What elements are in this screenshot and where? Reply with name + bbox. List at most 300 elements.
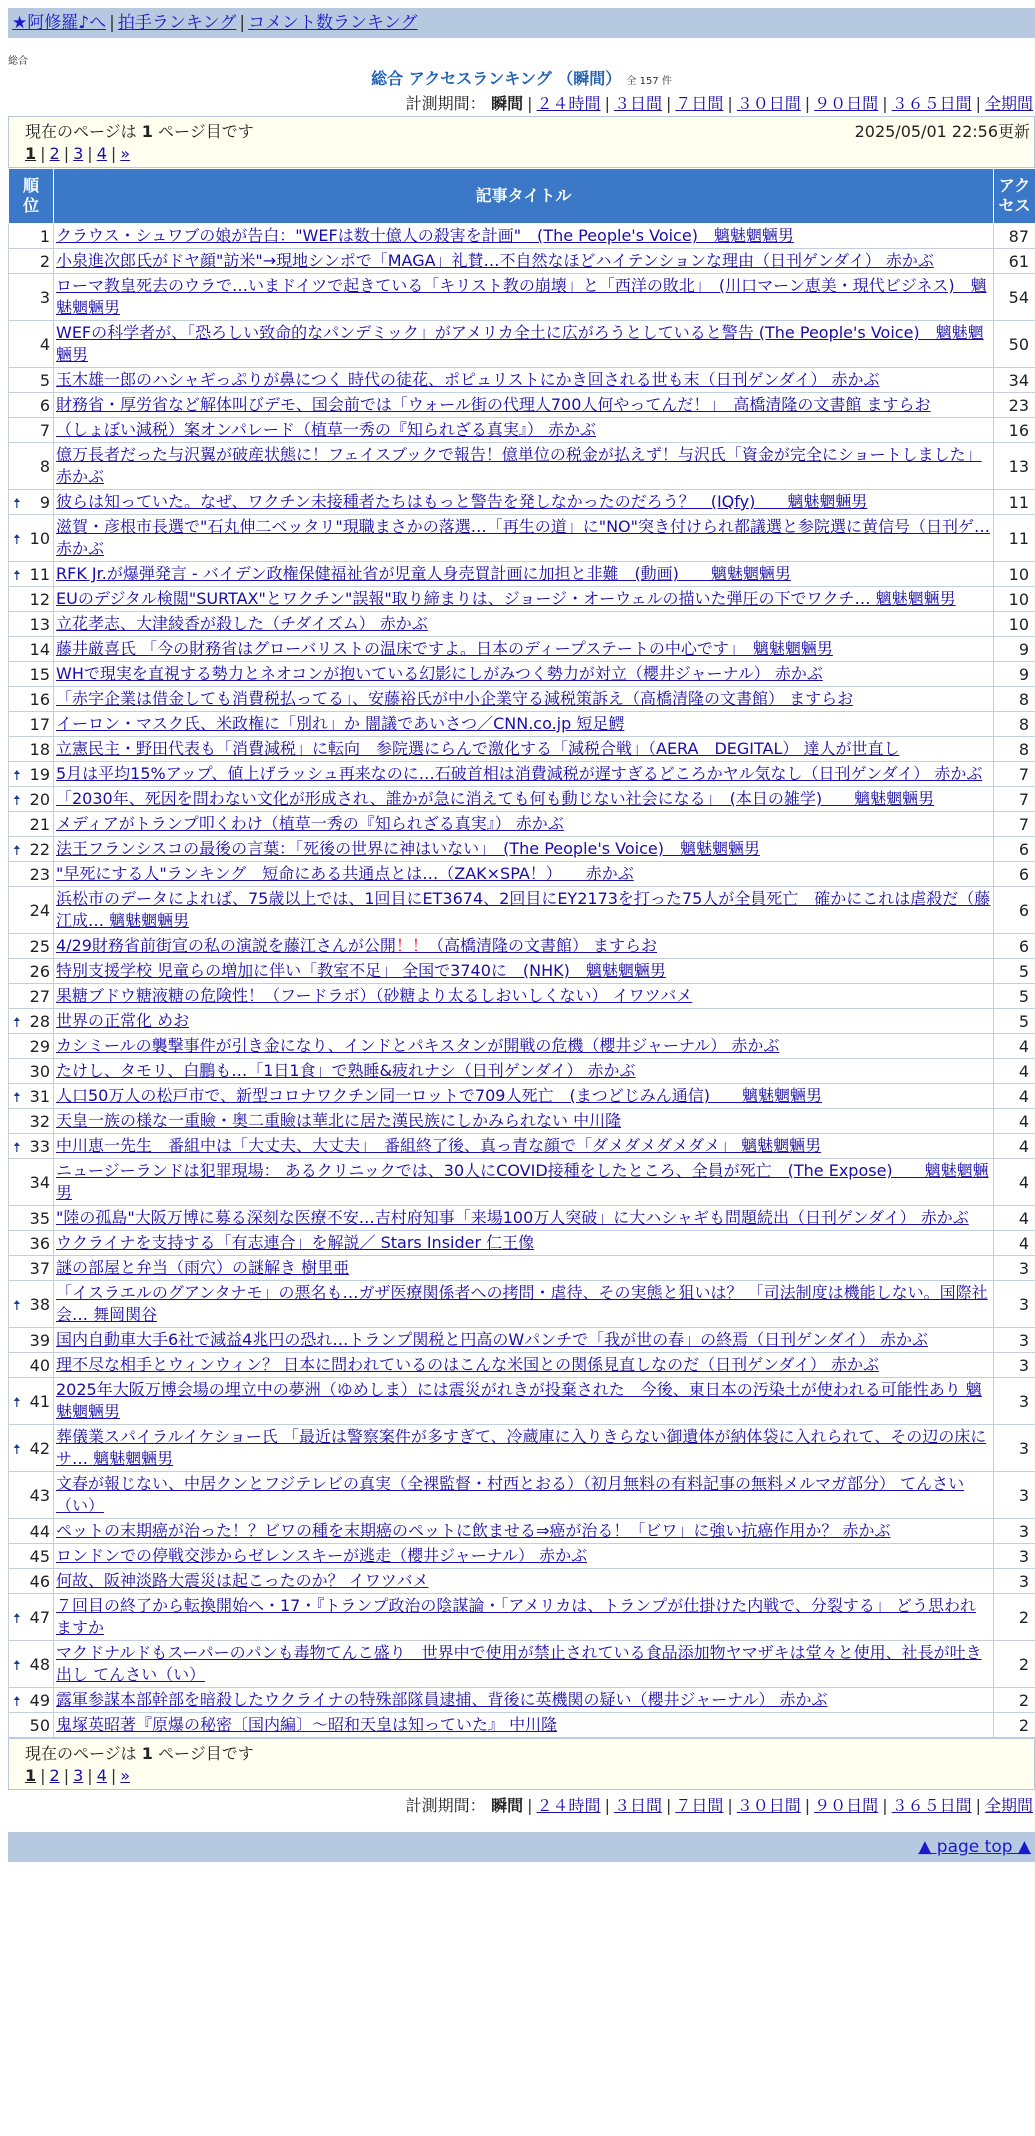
- title-cell: [54, 1472, 994, 1519]
- article-link[interactable]: "陸の孤島"大阪万博に募る深刻な医療不安…吉村府知事「来場100万人突破」に大ハシャギも問題続出（日刊ゲンダイ） 赤かぶ: [56, 1208, 969, 1227]
- title-cell: [54, 612, 994, 637]
- article-link[interactable]: 財務省・厚労省など解体叫びデモ、国会前では「ウォール街の代理人700人何やってんだ！」 高橋清隆の文書館 ますらお: [56, 395, 931, 414]
- rank-up-icon: 🠅: [13, 1608, 21, 1632]
- table-row: [9, 274, 1035, 321]
- page-title: 総合 アクセスランキング （瞬間）: [371, 69, 621, 88]
- article-link[interactable]: ペットの末期癌が治った！？ビワの種を末期癌のペットに飲ませる⇒癌が治る！「ビワ」に強い抗癌作用か？ 赤かぶ: [56, 1521, 891, 1540]
- rank-number: 21: [30, 815, 50, 834]
- rank-cell: [9, 1206, 54, 1231]
- rank-up-icon: 🠅: [13, 529, 21, 553]
- rank-cell: [9, 1519, 54, 1544]
- access-count: 3: [994, 1353, 1035, 1378]
- article-link[interactable]: 果糖ブドウ糖液糖の危険性！（フードラボ）（砂糖より太るしおいしくない） イワツバメ: [56, 986, 692, 1005]
- rank-number: 13: [30, 615, 50, 634]
- title-cell: [54, 1109, 994, 1134]
- period-separator: |: [801, 94, 814, 113]
- access-count: 7: [994, 787, 1035, 812]
- table-row: [9, 443, 1035, 490]
- title-cell: [54, 587, 994, 612]
- article-link[interactable]: 人口50万人の松戸市で、新型コロナワクチン同一ロットで709人死亡 (まつどじみん通信) 魑魅魍魎男: [56, 1086, 822, 1105]
- access-count: 3: [994, 1328, 1035, 1353]
- article-link[interactable]: ローマ教皇死去のウラで…いまドイツで起きている「キリスト教の崩壊」と「西洋の敗北」 (川口マーン恵美・現代ビジネス) 魑魅魍魎男: [56, 276, 987, 317]
- rank-number: 2: [40, 252, 50, 271]
- table-row: [9, 1231, 1035, 1256]
- title-cell: [54, 1544, 994, 1569]
- rank-up-icon: 🠅: [13, 840, 21, 864]
- title-cell: [54, 562, 994, 587]
- title-cell: [54, 837, 994, 862]
- access-count: 4: [994, 1134, 1035, 1159]
- article-link[interactable]: カシミールの襲撃事件が引き金になり、インドとパキスタンが開戦の危機（櫻井ジャーナル） 赤かぶ: [56, 1036, 779, 1055]
- rank-cell: [9, 837, 54, 862]
- period-separator: |: [723, 94, 736, 113]
- access-count: 10: [994, 612, 1035, 637]
- access-count: 50: [994, 321, 1035, 368]
- table-row: [9, 587, 1035, 612]
- rank-cell: [9, 224, 54, 249]
- table-row: [9, 662, 1035, 687]
- access-count: 3: [994, 1569, 1035, 1594]
- rank-cell: [9, 1034, 54, 1059]
- article-link[interactable]: 小泉進次郎氏がドヤ顔"訪米"→現地シンポで「MAGA」礼賛…不自然なほどハイテンションな理由（日刊ゲンダイ） 赤かぶ: [56, 251, 934, 270]
- access-count: 9: [994, 662, 1035, 687]
- rank-cell: [9, 1544, 54, 1569]
- period-separator: |: [523, 94, 536, 113]
- title-cell: [54, 737, 994, 762]
- table-row: [9, 224, 1035, 249]
- rank-number: 45: [30, 1547, 50, 1566]
- rank-number: 34: [30, 1173, 50, 1192]
- rank-cell: [9, 1256, 54, 1281]
- table-row: [9, 837, 1035, 862]
- rank-number: 37: [30, 1259, 50, 1278]
- article-link[interactable]: 2025年大阪万博会場の埋立中の夢洲（ゆめしま）には震災がれきが投棄された 今後、東日本の汚染土が使われる可能性あり 魑魅魍魎男: [56, 1380, 982, 1421]
- rank-number: 29: [30, 1037, 50, 1056]
- access-count: 4: [994, 1059, 1035, 1084]
- rank-cell: [9, 587, 54, 612]
- footer-bar: [8, 1832, 1035, 1862]
- page-separator: |: [36, 1766, 49, 1785]
- rank-number: 9: [40, 493, 50, 512]
- article-link[interactable]: 「イスラエルのグアンタナモ」の悪名も…ガザ医療関係者への拷問・虐待、その実態と狙いは？ 「司法制度は機能しない。国際社会… 舞岡関谷: [56, 1283, 988, 1324]
- article-link[interactable]: ニュージーランドは犯罪現場： あるクリニックでは、30人にCOVID接種をしたところ、全員が死亡 (The Expose) 魑魅魍魎男: [56, 1161, 989, 1202]
- rank-cell: [9, 368, 54, 393]
- access-count: 61: [994, 249, 1035, 274]
- rank-number: 23: [30, 865, 50, 884]
- rank-up-icon: 🠅: [13, 765, 21, 789]
- table-row: [9, 1353, 1035, 1378]
- rank-number: 31: [30, 1087, 50, 1106]
- page-link[interactable]: 3: [73, 144, 83, 163]
- title-cell: [54, 1009, 994, 1034]
- rank-cell: [9, 418, 54, 443]
- period-separator: |: [601, 94, 614, 113]
- page-next-link[interactable]: »: [120, 144, 130, 163]
- article-link[interactable]: 国内自動車大手6社で減益4兆円の恐れ…トランプ関税と円高のWパンチで「我が世の春」の終焉（日刊ゲンダイ） 赤かぶ: [56, 1330, 928, 1349]
- rank-number: 24: [30, 901, 50, 920]
- rank-cell: [9, 1353, 54, 1378]
- rank-cell: [9, 862, 54, 887]
- rank-cell: [9, 1231, 54, 1256]
- article-link[interactable]: 中川恵一先生 番組中は「大丈夫、大丈夫」 番組終了後、真っ青な顔で「ダメダメダメダメ」 魑魅魍魎男: [56, 1136, 821, 1155]
- rank-up-icon: 🠅: [13, 1012, 21, 1036]
- article-link[interactable]: 「赤字企業は借金しても消費税払ってる」、安藤裕氏が中小企業守る減税策訴え（高橋清隆の文書館） ますらお: [56, 689, 853, 708]
- title-cell: [54, 224, 994, 249]
- access-count: 3: [994, 1281, 1035, 1328]
- table-row: [9, 1109, 1035, 1134]
- access-count: 11: [994, 490, 1035, 515]
- access-count: 6: [994, 887, 1035, 934]
- article-link[interactable]: 彼らは知っていた。なぜ、ワクチン未接種者たちはもっと警告を発しなかったのだろう？ (IQfy) 魑魅魍魎男: [56, 492, 867, 511]
- table-row: [9, 1688, 1035, 1713]
- access-count: 4: [994, 1084, 1035, 1109]
- page-top-link[interactable]: ▲ page top ▲: [918, 1837, 1031, 1857]
- table-row: [9, 490, 1035, 515]
- title-cell: [54, 1569, 994, 1594]
- rank-cell: [9, 1688, 54, 1713]
- article-link[interactable]: ロンドンでの停戦交渉からゼレンスキーが逃走（櫻井ジャーナル） 赤かぶ: [56, 1546, 587, 1565]
- article-link[interactable]: 「2030年、死因を問わない文化が形成され、誰かが急に消えても何も動じない社会になる」 (本日の雑学) 魑魅魍魎男: [56, 789, 934, 808]
- access-count: 4: [994, 1109, 1035, 1134]
- article-link[interactable]: 藤井厳喜氏 「今の財務省はグローバリストの温床ですよ。日本のディープステートの中心です」 魑魅魍魎男: [56, 639, 833, 658]
- title-cell: [54, 637, 994, 662]
- access-count: 10: [994, 587, 1035, 612]
- rank-cell: [9, 934, 54, 959]
- page-separator: |: [107, 144, 120, 163]
- period-link[interactable]: ２４時間: [537, 1796, 601, 1815]
- rank-cell: [9, 1009, 54, 1034]
- table-header-row: [9, 169, 1035, 224]
- article-link[interactable]: マクドナルドもスーパーのパンも毒物てんこ盛り 世界中で使用が禁止されている食品添加物ヤマザキは堂々と使用、社長が吐き出し てんさい（い）: [56, 1643, 982, 1684]
- period-label: 計測期間：: [406, 1796, 486, 1815]
- title-cell: [54, 887, 994, 934]
- rank-number: 36: [30, 1234, 50, 1253]
- rank-up-icon: 🠅: [13, 493, 21, 517]
- rank-number: 46: [30, 1572, 50, 1591]
- rank-number: 3: [40, 288, 50, 307]
- rank-number: 42: [30, 1439, 50, 1458]
- title-cell: [54, 490, 994, 515]
- page-link[interactable]: 2: [50, 144, 60, 163]
- updated-timestamp: 2025/05/01 22:56更新: [855, 121, 1030, 143]
- period-link[interactable]: ９０日間: [814, 1796, 878, 1815]
- page-links: [25, 1765, 1034, 1787]
- access-count: 4: [994, 1231, 1035, 1256]
- article-link[interactable]: 何故、阪神淡路大震災は起こったのか？ イワツバメ: [56, 1571, 428, 1590]
- table-row: [9, 812, 1035, 837]
- article-link[interactable]: WHで現実を直視する勢力とネオコンが抱いている幻影にしがみつく勢力が対立（櫻井ジャーナル） 赤かぶ: [56, 664, 823, 683]
- table-row: [9, 393, 1035, 418]
- rank-number: 39: [30, 1331, 50, 1350]
- table-row: [9, 1009, 1035, 1034]
- title-cell: [54, 1231, 994, 1256]
- rank-up-icon: 🠅: [13, 1087, 21, 1111]
- link-asyura-home[interactable]: ★阿修羅♪へ: [12, 13, 106, 33]
- rank-number: 19: [30, 765, 50, 784]
- access-count: 87: [994, 224, 1035, 249]
- rank-number: 4: [40, 335, 50, 354]
- table-row: [9, 1425, 1035, 1472]
- title-cell: [54, 934, 994, 959]
- table-row: [9, 637, 1035, 662]
- period-link[interactable]: ９０日間: [814, 94, 878, 113]
- rank-number: 35: [30, 1209, 50, 1228]
- rank-cell: [9, 1378, 54, 1425]
- pager-bottom: [8, 1738, 1035, 1790]
- title-cell: [54, 1353, 994, 1378]
- page-links: [25, 143, 1034, 165]
- access-count: 9: [994, 637, 1035, 662]
- article-link[interactable]: 葬儀業スパイラルイケショー氏 「最近は警察案件が多すぎて、冷蔵庫に入りきらない御遺体が納体袋に入れられて、その辺の床にサ… 魑魅魍魎男: [56, 1427, 986, 1468]
- table-row: [9, 737, 1035, 762]
- title-cell: [54, 1378, 994, 1425]
- rank-up-icon: 🠅: [13, 790, 21, 814]
- title-cell: [54, 274, 994, 321]
- rank-number: 50: [30, 1716, 50, 1735]
- table-row: [9, 1134, 1035, 1159]
- table-row: [9, 418, 1035, 443]
- title-cell: [54, 959, 994, 984]
- table-row: [9, 612, 1035, 637]
- table-row: [9, 1328, 1035, 1353]
- access-count: 4: [994, 1159, 1035, 1206]
- article-link[interactable]: （しょぼい減税）案オンパレード（植草一秀の『知られざる真実』） 赤かぶ: [56, 420, 596, 439]
- period-current: 瞬間: [486, 1796, 524, 1815]
- rank-number: 11: [30, 565, 50, 584]
- page-link[interactable]: 2: [50, 1766, 60, 1785]
- rank-cell: [9, 1084, 54, 1109]
- page-separator: |: [83, 1766, 96, 1785]
- page-current: 1: [25, 144, 36, 163]
- title-cell: [54, 787, 994, 812]
- rank-cell: [9, 1109, 54, 1134]
- access-count: 3: [994, 1472, 1035, 1519]
- period-link[interactable]: ３日間: [614, 94, 662, 113]
- article-link[interactable]: 天皇一族の様な一重瞼・奥二重瞼は華北に居た漢民族にしかみられない 中川隆: [56, 1111, 621, 1130]
- rank-cell: [9, 443, 54, 490]
- article-link[interactable]: たけし、タモリ、白鵬も…「1日1食」で熟睡&疲れナシ（日刊ゲンダイ） 赤かぶ: [56, 1061, 636, 1080]
- access-count: 2: [994, 1713, 1035, 1738]
- article-link[interactable]: WEFの科学者が、「恐ろしい致命的なパンデミック」がアメリカ全土に広がろうとしていると警告 (The People's Voice) 魑魅魍魎男: [56, 323, 984, 364]
- access-count: 7: [994, 812, 1035, 837]
- link-clap-ranking[interactable]: 拍手ランキング: [118, 13, 237, 33]
- title-cell: [54, 862, 994, 887]
- title-cell: [54, 368, 994, 393]
- access-count: 3: [994, 1378, 1035, 1425]
- access-count: 4: [994, 1206, 1035, 1231]
- access-count: 4: [994, 1034, 1035, 1059]
- pager-status: 現在のページは 1 ページ目です: [25, 1744, 254, 1763]
- table-row: [9, 1569, 1035, 1594]
- rank-up-icon: 🠅: [13, 1392, 21, 1416]
- rank-number: 14: [30, 640, 50, 659]
- rank-number: 8: [40, 457, 50, 476]
- page-link[interactable]: 4: [97, 144, 107, 163]
- period-link[interactable]: 全期間: [985, 94, 1033, 113]
- col-header-access: アク セス: [994, 169, 1035, 224]
- period-separator: |: [801, 1796, 814, 1815]
- table-row: [9, 1472, 1035, 1519]
- page-link[interactable]: 3: [73, 1766, 83, 1785]
- rank-cell: [9, 887, 54, 934]
- rank-cell: [9, 515, 54, 562]
- period-link[interactable]: ３０日間: [737, 1796, 801, 1815]
- rank-cell: [9, 737, 54, 762]
- rank-cell: [9, 274, 54, 321]
- top-nav: [8, 8, 1035, 38]
- table-row: [9, 562, 1035, 587]
- article-link[interactable]: 立花孝志、大津綾香が殺した（チダイズム） 赤かぶ: [56, 614, 428, 633]
- pager-status: 現在のページは 1 ページ目です: [25, 122, 254, 141]
- page-current: 1: [25, 1766, 36, 1785]
- access-count: 6: [994, 862, 1035, 887]
- page-next-link[interactable]: »: [120, 1766, 130, 1785]
- article-link[interactable]: クラウス・シュワブの娘が告白："WEFは数十億人の殺害を計画" (The People's Voice) 魑魅魍魎男: [56, 226, 794, 245]
- rank-cell: [9, 1569, 54, 1594]
- period-link[interactable]: ３６５日間: [892, 94, 972, 113]
- rank-cell: [9, 787, 54, 812]
- table-row: [9, 1519, 1035, 1544]
- section-label: 総合: [8, 52, 1035, 64]
- article-link[interactable]: イーロン・マスク氏、米政権に「別れ」か 闇議であいさつ／CNN.co.jp 短足鰐: [56, 714, 624, 733]
- title-cell: [54, 812, 994, 837]
- period-link[interactable]: ７日間: [675, 94, 723, 113]
- article-link[interactable]: 謎の部屋と弁当（雨穴）の謎解き 樹里亜: [56, 1258, 349, 1277]
- article-link[interactable]: 滋賀・彦根市長選で"石丸伸二ベッタリ"現職まさかの落選…「再生の道」に"NO"突き付けられ都議選と参院選に黄信号（日刊ゲ… 赤かぶ: [56, 517, 990, 558]
- table-row: [9, 887, 1035, 934]
- title-cell: [54, 1159, 994, 1206]
- period-label: 計測期間：: [406, 94, 486, 113]
- title-cell: [54, 662, 994, 687]
- article-link[interactable]: 世界の正常化 めお: [56, 1011, 189, 1030]
- title-cell: [54, 1059, 994, 1084]
- article-link[interactable]: 4/29財務省前街宣の私の演説を藤江さんが公開！！（高橋清隆の文書館） ますらお: [56, 936, 657, 955]
- access-count: 16: [994, 418, 1035, 443]
- rank-number: 48: [30, 1655, 50, 1674]
- access-count: 3: [994, 1519, 1035, 1544]
- period-link[interactable]: ２４時間: [537, 94, 601, 113]
- article-link[interactable]: "早死にする人"ランキング 短命にある共通点とは…（ZAK×SPA！） 赤かぶ: [56, 864, 634, 883]
- period-link[interactable]: ７日間: [675, 1796, 723, 1815]
- rank-cell: [9, 1425, 54, 1472]
- period-link[interactable]: ３０日間: [737, 94, 801, 113]
- rank-cell: [9, 1713, 54, 1738]
- title-cell: [54, 249, 994, 274]
- table-row: [9, 934, 1035, 959]
- pager-top: [8, 116, 1035, 168]
- table-row: [9, 1256, 1035, 1281]
- title-cell: [54, 321, 994, 368]
- rank-number: 22: [30, 840, 50, 859]
- period-separator: |: [878, 1796, 891, 1815]
- article-link[interactable]: 玉木雄一郎のハシャギっぷりが鼻につく 時代の徒花、ポピュリストにかき回される世も末（日刊ゲンダイ） 赤かぶ: [56, 370, 879, 389]
- article-link[interactable]: 理不尽な相手とウィンウィン？ 日本に問われているのはこんな米国との関係見直しなのだ（日刊ゲンダイ） 赤かぶ: [56, 1355, 879, 1374]
- rank-cell: [9, 249, 54, 274]
- rank-cell: [9, 687, 54, 712]
- article-link[interactable]: ７回目の終了から転換開始へ・17・『トランプ政治の陰謀論・「アメリカは、トランプが仕掛けた内戦で、分裂する」 どう思われますか: [56, 1596, 976, 1637]
- rank-cell: [9, 1472, 54, 1519]
- rank-number: 38: [30, 1295, 50, 1314]
- access-count: 3: [994, 1256, 1035, 1281]
- nav-separator: |: [106, 13, 118, 33]
- article-link[interactable]: 立憲民主・野田代表も「消費減税」に転向 参院選にらんで激化する「減税合戦」（AERA DEGITAL） 達人が世直し: [56, 739, 900, 758]
- table-row: [9, 515, 1035, 562]
- access-count: 2: [994, 1641, 1035, 1688]
- title-cell: [54, 1594, 994, 1641]
- article-link[interactable]: 5月は平均15%アップ、値上げラッシュ再来なのに…石破首相は消費減税が遅すぎるどころかヤル気なし（日刊ゲンダイ） 赤かぶ: [56, 764, 982, 783]
- table-row: [9, 249, 1035, 274]
- article-link[interactable]: 鬼塚英昭著『原爆の秘密〔国内編〕～昭和天皇は知っていた』 中川隆: [56, 1715, 557, 1734]
- rank-number: 1: [40, 227, 50, 246]
- period-link[interactable]: ３６５日間: [892, 1796, 972, 1815]
- title-cell: [54, 1206, 994, 1231]
- access-count: 3: [994, 1425, 1035, 1472]
- access-count: 5: [994, 959, 1035, 984]
- article-link[interactable]: 露軍参謀本部幹部を暗殺したウクライナの特殊部隊員逮捕、背後に英機関の疑い（櫻井ジャーナル） 赤かぶ: [56, 1690, 828, 1709]
- period-separator: |: [601, 1796, 614, 1815]
- article-link[interactable]: RFK Jr.が爆弾発言 - バイデン政権保健福祉省が児童人身売買計画に加担と非難 (動画) 魑魅魍魎男: [56, 564, 791, 583]
- link-comment-ranking[interactable]: コメント数ランキング: [248, 13, 418, 33]
- access-count: 13: [994, 443, 1035, 490]
- page-separator: |: [60, 144, 73, 163]
- article-link[interactable]: EUのデジタル検閲"SURTAX"とワクチン"誤報"取り締まりは、ジョージ・オーウェルの描いた弾圧の下でワクチ… 魑魅魍魎男: [56, 589, 956, 608]
- title-cell: [54, 1641, 994, 1688]
- article-link[interactable]: メディアがトランプ叩くわけ（植草一秀の『知られざる真実』） 赤かぶ: [56, 814, 564, 833]
- rank-up-icon: 🠅: [13, 1137, 21, 1161]
- title-cell: [54, 515, 994, 562]
- title-cell: [54, 1281, 994, 1328]
- table-row: [9, 862, 1035, 887]
- rank-cell: [9, 637, 54, 662]
- rank-number: 30: [30, 1062, 50, 1081]
- ranking-heading: [8, 66, 1035, 92]
- period-link[interactable]: 全期間: [985, 1796, 1033, 1815]
- page-separator: |: [60, 1766, 73, 1785]
- article-link[interactable]: 億万長者だった与沢翼が破産状態に！フェイスブックで報告！億単位の税金が払えず！与沢氏「資金が完全にショートしました」 赤かぶ: [56, 445, 982, 486]
- rank-number: 5: [40, 371, 50, 390]
- title-cell: [54, 984, 994, 1009]
- title-cell: [54, 1328, 994, 1353]
- article-link[interactable]: 特別支援学校 児童らの増加に伴い「教室不足」 全国で3740に (NHK) 魑魅魍魎男: [56, 961, 666, 980]
- access-count: 6: [994, 934, 1035, 959]
- title-cell: [54, 418, 994, 443]
- rank-number: 18: [30, 740, 50, 759]
- period-separator: |: [662, 1796, 675, 1815]
- title-cell: [54, 1034, 994, 1059]
- rank-cell: [9, 1594, 54, 1641]
- article-link[interactable]: ウクライナを支持する「有志連合」を解説／ Stars Insider 仁王像: [56, 1233, 534, 1252]
- rank-number: 10: [30, 529, 50, 548]
- rank-cell: [9, 1134, 54, 1159]
- article-link[interactable]: 浜松市のデータによれば、75歳以上では、1回目にET3674、2回目にEY2173を打った75人が全員死亡 確かにこれは虐殺だ（藤江成… 魑魅魍魎男: [56, 889, 990, 930]
- table-row: [9, 1206, 1035, 1231]
- page-link[interactable]: 4: [97, 1766, 107, 1785]
- article-link[interactable]: 法王フランシスコの最後の言葉：「死後の世界に神はいない」 (The People's Voice) 魑魅魍魎男: [56, 839, 760, 858]
- table-row: [9, 1059, 1035, 1084]
- table-row: [9, 712, 1035, 737]
- period-link[interactable]: ３日間: [614, 1796, 662, 1815]
- access-count: 34: [994, 368, 1035, 393]
- rank-number: 26: [30, 962, 50, 981]
- rank-number: 28: [30, 1012, 50, 1031]
- item-count: 全 157 件: [626, 76, 671, 87]
- article-link[interactable]: 文春が報じない、中居クンとフジテレビの真実（全裸監督・村西とおる）（初月無料の有料記事の無料メルマガ部分） てんさい（い）: [56, 1474, 964, 1515]
- access-count: 5: [994, 1009, 1035, 1034]
- page-separator: |: [83, 144, 96, 163]
- rank-cell: [9, 321, 54, 368]
- access-count: 5: [994, 984, 1035, 1009]
- table-row: [9, 1713, 1035, 1738]
